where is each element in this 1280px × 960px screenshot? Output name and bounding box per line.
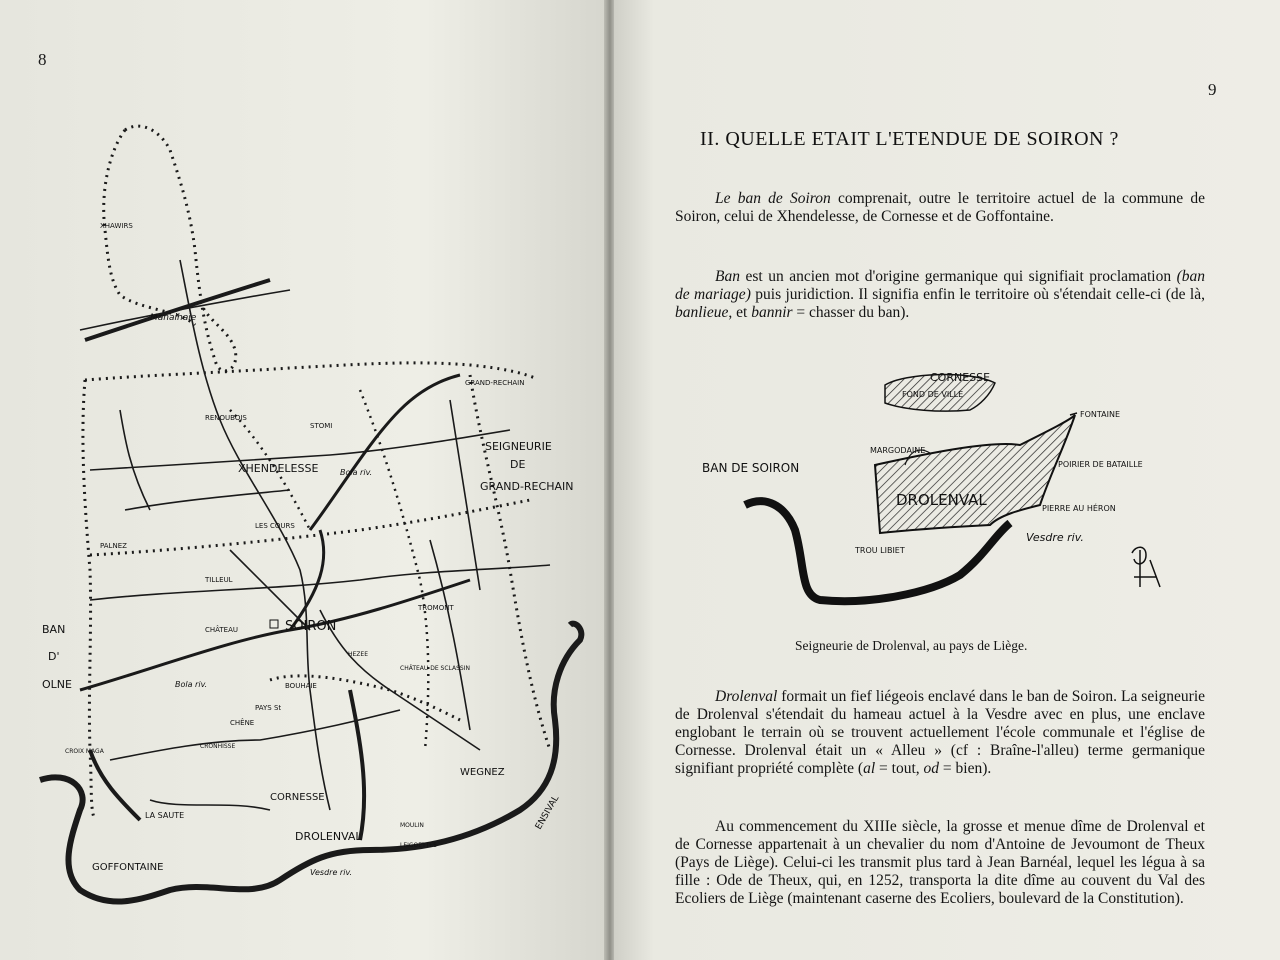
- map-label-chateau: CHÂTEAU: [205, 626, 239, 634]
- map-label-palnez: PALNEZ: [100, 542, 127, 550]
- diagram-label-vesdre: Vesdre riv.: [1026, 531, 1084, 544]
- paragraph-drolenval: [675, 688, 1205, 778]
- map-label-grand-rechain-top: GRAND-RECHAIN: [465, 379, 525, 387]
- map-label-olne: OLNE: [42, 678, 72, 691]
- para3-text-end: = bien).: [939, 760, 992, 777]
- para2-italic-bannir: bannir: [751, 304, 793, 321]
- map-boundary-ban: [85, 363, 535, 380]
- para2-text-d: = chasser du ban).: [792, 304, 910, 321]
- map-label-cronhisse: CRONHISSE: [200, 743, 236, 750]
- map-label-d: D': [48, 650, 60, 663]
- diagram-caption: Seigneurie de Drolenval, au pays de Liège.: [795, 638, 1028, 653]
- map-label-wegnez: WEGNEZ: [460, 767, 505, 778]
- paragraph-ban-de-soiron: [675, 190, 1205, 226]
- map-label-tilleul: TILLEUL: [205, 576, 233, 584]
- para1-text: comprenait, outre le territoire actuel de la commune de Soiron, celui de Xhendelesse, de Cornesse et de Goffontaine.: [675, 190, 1205, 225]
- para3-italic-al: al: [863, 760, 876, 777]
- diagram-label-ban-de-soiron: BAN DE SOIRON: [702, 461, 800, 475]
- para3-italic: Drolenval: [715, 688, 778, 705]
- diagram-label-fontaine: FONTAINE: [1080, 410, 1121, 419]
- page-number-right: 9: [1208, 80, 1217, 99]
- map-label-tromont: TROMONT: [418, 604, 454, 612]
- map-label-leigoettes: LEIGOETTES: [400, 842, 437, 849]
- diagram-label-trou-libiet: TROU LIBIET: [855, 546, 905, 555]
- map-label-pays-st: PAYS St: [255, 704, 282, 712]
- map-label-grand-rechain: GRAND-RECHAIN: [480, 480, 574, 493]
- para3-italic-od: od: [923, 760, 940, 777]
- map-label-croix-maga: CROIX MAGA: [65, 748, 104, 755]
- para2-italic-ban: Ban: [715, 268, 740, 285]
- map-label-bouhaie: BOUHAIE: [285, 682, 317, 690]
- map-label-chateau-sclassin: CHÂTEAU DE SCLASSIN: [400, 665, 470, 672]
- para1-italic: Le ban de Soiron: [715, 190, 831, 207]
- map-label-vesdre-riv: Vesdre riv.: [310, 868, 353, 877]
- map-boundary-north: [125, 126, 236, 371]
- para2-text-a: est un ancien mot d'origine germanique qui signifiait proclamation: [739, 268, 1177, 285]
- map-label-soiron: SOIRON: [285, 619, 337, 634]
- map-label-bola-riv-top: Bola riv.: [340, 468, 373, 477]
- para2-italic-banlieue: banlieue: [675, 304, 729, 321]
- map-label-xhendelesse: XHENDELESSE: [238, 462, 319, 475]
- artist-monogram-icon: [1132, 547, 1160, 587]
- map-label-drolenval: DROLENVAL: [295, 830, 362, 843]
- para2-text-c: , et: [728, 304, 752, 321]
- map-label-ban: BAN: [42, 623, 66, 636]
- drolenval-territory: [875, 415, 1075, 533]
- para2-text-b: puis juridiction. Il signifia enfin le territoire où s'étendait celle-ci (de là,: [750, 286, 1205, 303]
- map-label-la-saute: LA SAUTE: [145, 811, 185, 820]
- map-castle-icon: [270, 620, 278, 628]
- map-label-manaihaie: Manaihaie: [150, 313, 197, 323]
- paragraph-ban-definition: [675, 268, 1205, 322]
- soiron-ban-map: [30, 110, 590, 920]
- map-label-cornesse: CORNESSE: [270, 792, 325, 803]
- paragraph-dime-history: [675, 818, 1205, 908]
- map-label-hezee: HEZEE: [348, 651, 368, 658]
- diagram-label-fond-de-ville: FOND DE VILLE: [902, 390, 964, 399]
- para3-text: formait un fief liégeois enclavé dans le ban de Soiron. La seigneurie de Drolenval s'étendait du hameau actuel à la Vesdre avec en plus, une enclave englobant le terrain où se trouvent actuellement l'école communale et l'église de Cornesse. Drolenval était un « Alleu » (cf : Braîne-l'alleu) terme germanique signifiant propriété complète (: [675, 688, 1205, 777]
- diagram-label-drolenval: DROLENVAL: [896, 491, 987, 509]
- map-label-goffontaine: GOFFONTAINE: [92, 862, 164, 873]
- map-label-renouboi: RENOUBOIS: [205, 414, 247, 422]
- para3-text-mid: = tout,: [875, 760, 924, 777]
- diagram-label-poirier: POIRIER DE BATAILLE: [1058, 460, 1143, 469]
- para2-italic-mariage: (ban de mariage): [675, 268, 1205, 303]
- map-label-bola-riv: Bola riv.: [175, 680, 208, 689]
- map-vesdre-river: [40, 624, 581, 902]
- map-label-ensival: ENSIVAL: [533, 793, 562, 832]
- map-label-stomi: STOMI: [310, 422, 333, 430]
- diagram-label-margodaine: MARGODAINE: [870, 446, 926, 455]
- para4-text: Au commencement du XIIIe siècle, la grosse et menue dîme de Drolenval et de Cornesse appartenait à un chevalier du nom d'Antoine de Jevoumont de Theux (Pays de Liège). Celui-ci les transmit plus tard à Jean Barnéal, lequel les légua à sa fille : Ode de Theux, qui, en 1252, transporta la dite dîme au couvent du Val des Ecoliers de Liège (maintenant caserne des Ecoliers, boulevard de la Constitution).: [675, 818, 1205, 907]
- chapter-title: II. QUELLE ETAIT L'ETENDUE DE SOIRON ?: [700, 128, 1119, 150]
- drolenval-diagram: [690, 355, 1180, 615]
- map-label-les-cours: LES COURS: [255, 522, 295, 530]
- map-label-seigneurie: SEIGNEURIE: [485, 440, 552, 453]
- map-label-moulin: MOULIN: [400, 822, 424, 829]
- left-page: [0, 0, 606, 960]
- map-label-chene: CHÊNE: [230, 719, 255, 727]
- diagram-label-pierre: PIERRE AU HÉRON: [1042, 504, 1116, 513]
- map-label-de: DE: [510, 458, 526, 471]
- page-number-left: 8: [38, 50, 47, 69]
- map-label-xhawirs: XHAWIRS: [100, 222, 133, 230]
- diagram-label-cornesse: CORNESSE: [930, 371, 991, 384]
